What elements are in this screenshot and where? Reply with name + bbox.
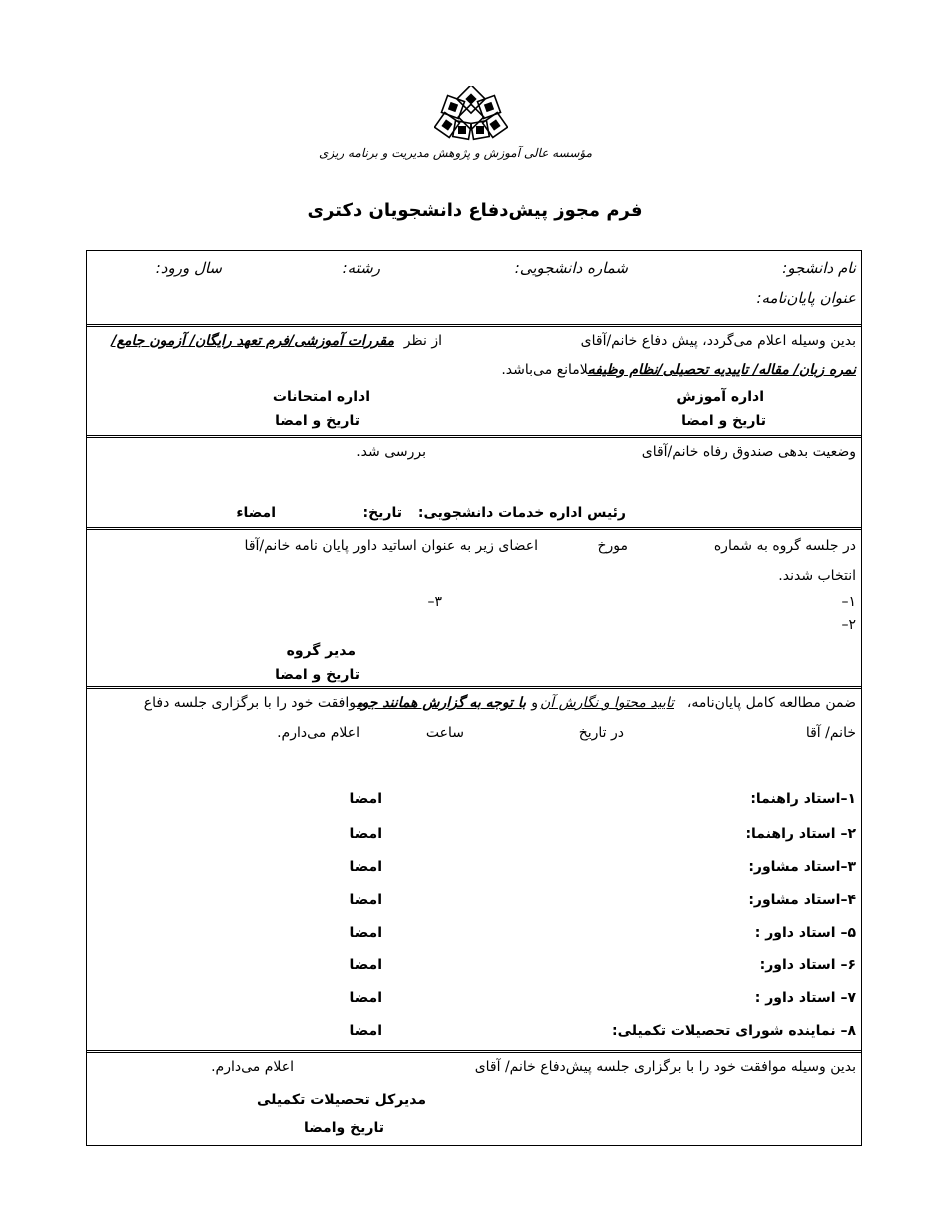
referee-item-3: ۳– [427,594,442,610]
education-criteria-2: نمره زبان/ مقاله/ تاییدیه تحصیلی/نظام وظیفه [587,362,856,378]
institute-name: مؤسسه عالی آموزش و پژوهش مدیریت و برنامه ریزی [319,146,592,160]
approval-line2-d: اعلام می‌دارم. [277,725,360,741]
student-name-label: نام دانشجو: [782,259,856,277]
signatory-label: ۳–استاد مشاور: [748,859,856,875]
signatory-sign: امضا [349,1023,382,1039]
education-date-sign: تاریخ و امضا [681,413,766,429]
signatory-label: ۸– نماینده شورای تحصیلات تکمیلی: [611,1023,856,1039]
welfare-head-text: رئیس اداره خدمات دانشجویی [423,505,626,521]
student-number-label: شماره دانشجویی: [514,259,628,277]
final-announce: اعلام می‌دارم. [211,1059,294,1075]
exams-office: اداره امتحانات [272,389,370,405]
signatory-sign: امضا [349,826,382,842]
form-title: فرم مجوز پیش‌دفاع دانشجویان دکتری [307,200,643,221]
signatory-label: ۲– استاد راهنما: [745,826,856,842]
education-no-objection: بلامانع می‌باشد. [501,362,592,378]
section-divider [86,686,862,689]
graduate-director: مدیرکل تحصیلات تکمیلی [256,1092,426,1108]
signatory-label: ۷– استاد داور : [754,990,856,1006]
signatory-label: ۱–استاد راهنما: [750,791,856,807]
approval-line1-d: با توجه به گزارش همانند جو، [357,695,526,711]
exams-date-sign: تاریخ و امضا [275,413,360,429]
institute-logo [434,86,508,148]
approval-line1-e: موافقت خود را با برگزاری جلسه دفاع [143,695,364,711]
referee-item-2: ۲– [841,617,856,633]
approval-line1-c: و [531,695,538,711]
welfare-sign-label: امضاء [236,505,276,521]
group-line1: در جلسه گروه به شماره [713,538,856,554]
approval-line2-c: ساعت [425,725,464,741]
field-label: رشته: [342,259,380,277]
group-selected-text: انتخاب شدند. [778,568,856,584]
thesis-title-label: عنوان پایان‌نامه: [756,289,856,307]
welfare-head-label [418,505,626,521]
section-divider [86,527,862,530]
final-line: بدین وسیله موافقت خود را با برگزاری جلسه پیش‌دفاع خانم/ آقای [474,1059,856,1075]
entry-year-label: سال ورود: [155,259,222,277]
welfare-date-label: تاریخ: [362,505,402,521]
approval-line1-a: ضمن مطالعه کامل پایان‌نامه، [686,695,856,711]
signatory-sign: امضا [349,859,382,875]
section-divider [86,324,862,327]
education-office: اداره آموزش [676,389,764,405]
group-date-word: مورخ [597,538,628,554]
welfare-line: وضعیت بدهی صندوق رفاه خانم/آقای [641,444,856,460]
signatory-sign: امضا [349,957,382,973]
welfare-checked: بررسی شد. [356,444,426,460]
signatory-sign: امضا [349,925,382,941]
section-divider [86,1050,862,1053]
approval-line1-b: تایید محتوا و نگارش آن [540,695,674,711]
approval-line2-b: در تاریخ [578,725,624,741]
final-date-sign: تاریخ وامضا [303,1120,384,1136]
group-manager: مدیر گروه [286,643,356,659]
signatory-label: ۴–استاد مشاور: [748,892,856,908]
signatory-sign: امضا [349,791,382,807]
welfare-head-colon: : [417,505,424,521]
signatory-sign: امضا [349,892,382,908]
signatory-label: ۵– استاد داور : [754,925,856,941]
section-divider [86,435,862,438]
group-members-text: اعضای زیر به عنوان اساتید داور پایان نامه خانم/آقا [244,538,538,554]
education-line1: بدین وسیله اعلام می‌گردد، پیش دفاع خانم/آقای [580,333,856,349]
group-date-sign: تاریخ و امضا [275,667,360,683]
approval-line2-a: خانم/ آقا [805,725,856,741]
education-from-view: از نظر [403,333,442,349]
referee-item-1: ۱– [841,594,856,610]
signatory-label: ۶– استاد داور: [759,957,856,973]
signatory-sign: امضا [349,990,382,1006]
education-criteria-1: مقررات آموزشی/فرم تعهد رایگان/ آزمون جامع/ [111,333,394,349]
